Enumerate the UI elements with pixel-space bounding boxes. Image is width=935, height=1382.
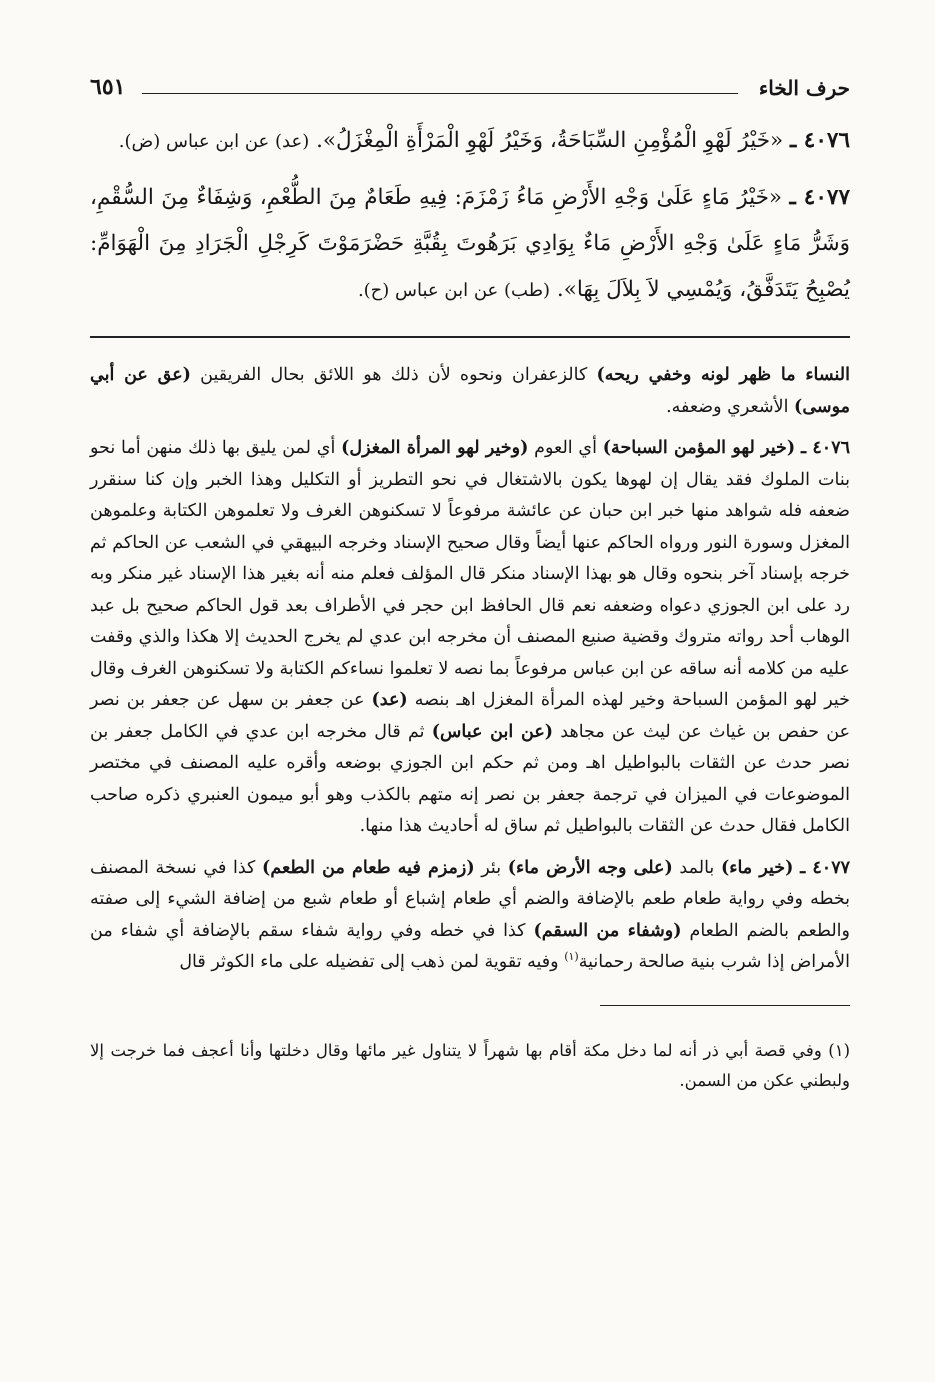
commentary-bold: النساء ما ظهر لونه وخفي ريحه): [596, 365, 850, 385]
commentary-text: كالزعفران ونحوه لأن ذلك هو اللائق بحال الفريقين: [190, 365, 597, 385]
commentary-bold: (عق عن أبي موسى): [90, 365, 850, 417]
commentary-bold: (عن ابن عباس): [431, 721, 554, 742]
hadith-number: ٤٠٧٧ ـ: [789, 185, 850, 210]
commentary-bold: (وخير لهو المرأة المغزل): [341, 438, 529, 458]
hadith-4077: [90, 175, 850, 314]
commentary-4076: [90, 433, 850, 843]
commentary-4077: [90, 853, 850, 979]
commentary-text: بئر: [474, 857, 508, 878]
page-number: ٦٥١: [90, 74, 126, 100]
commentary-bold: (زمزم فيه طعام من الطعم): [262, 857, 475, 878]
commentary-text: كذا في نسخة المصنف بخطه وفي رواية طعام طعم بالإضافة والضم أي طعام إشباع أو طعام شبع من إضافة الشيء إلى صفته والطعم بالضم الطعام: [90, 857, 850, 941]
commentary-text: وفيه تقوية لمن ذهب إلى تفضيله على ماء الكوثر قال: [179, 952, 565, 972]
commentary-bold: (عد): [371, 690, 408, 710]
commentary-bold: (وشفاء من السقم): [533, 920, 682, 941]
commentary-text: ثم قال مخرجه ابن عدي في الكامل جعفر بن نصر حدث عن الثقات بالبواطيل اهـ ومن ثم حكم ابن الجوزي بوضعه وأقره عليه المصنف في مختصر الموضوعات في الميزان في ترجمة جعفر بن نصر إنه متهم بالكذب وهو أبو ميمون العنبري ذكره صاحب الكامل فقال حدث عن الثقات بالبواطيل ثم ساق له أحاديث هذا منها.: [90, 721, 850, 836]
book-page: [90, 60, 850, 1096]
commentary-text: كذا في خطه وفي رواية شفاء سقم بالإضافة أي شفاء من الأمراض إذا شرب بنية صالحة رحمانية: [90, 920, 850, 972]
hadith-source: (عد) عن ابن عباس (ض).: [118, 131, 310, 152]
footnote-divider: [600, 1005, 850, 1006]
commentary-text: أي لمن يليق بها ذلك منهن أما نحو بنات الملوك فقد يقال إن لهوها يكون بالاشتغال في نحو التطريز أو التكليل وهذا الخبر وإن كنا سنقرر ضعفه فله شواهد منها خبر ابن حبان عن عائشة مرفوعاً لا تسكنوهن الغرف ولا تعلموهن الكتابة وعلموهن المغزل وسورة النور ورواه الحاكم عنها أيضاً وقال صحيح الإسناد وخرجه البيهقي في الشعب عن الحاكم ثم خرجه بإسناد آخر بنحوه وقال هو بهذا الإسناد منكر قال المؤلف فعلم منه أنه بغير هذا الإسناد غير منكر وبه رد على ابن الجوزي دعواه وضعفه نعم قال الحافظ ابن حجر في الأطراف بعد قول الحاكم صحيح بل عبد الوهاب أحد رواته متروك وقضية صنيع المصنف أن مخرجه ابن عدي لم يخرج الحديث إلا هكذا والذي وقفت عليه من كلامه أنه ساقه عن ابن عباس مرفوعاً بما نصه لا تعلموا نساءكم الكتابة ولا تسكنوهن الغرف وقال خير لهو المؤمن السباحة وخير لهذه المرأة المغزل اهـ بنصه: [90, 438, 850, 710]
commentary-block: [90, 360, 850, 979]
footnote-text: (١) وفي قصة أبي ذر أنه لما دخل مكة أقام بها شهراً لا يتناول غير مائها وقال دخلتها وأنا أعجف فما خرجت إلا ولبطني عكن من السمن.: [90, 1040, 850, 1090]
commentary-bold: (خير لهو المؤمن السباحة): [602, 438, 796, 458]
footnote-block: [90, 1036, 850, 1096]
commentary-bold: (خير ماء): [720, 857, 794, 878]
commentary-bold: (على وجه الأرض ماء): [507, 857, 673, 878]
running-title: حرف الخاء: [758, 76, 850, 100]
footnote-marker[interactable]: (١): [564, 950, 579, 964]
commentary-text: بالمد: [672, 857, 721, 878]
commentary-text: عن جعفر بن سهل عن جعفر بن نصر عن حفص بن غياث عن ليث عن مجاهد: [90, 690, 851, 742]
commentary-intro: [90, 360, 850, 423]
commentary-number: ٤٠٧٦ ـ: [800, 438, 850, 458]
section-divider: [90, 336, 850, 338]
commentary-text: الأشعري وضعفه.: [666, 396, 795, 417]
hadith-text-block: [90, 118, 850, 314]
hadith-text: «خَيْرُ مَاءٍ عَلَىٰ وَجْهِ الأَرْضِ مَاءُ زَمْزَمَ: فِيهِ طَعَامٌ مِنَ الطُّعْمِ، وَشِفَاءٌ مِنَ السُّقْمِ، وَشَرُّ مَاءٍ عَلَىٰ وَجْهِ الأَرْضِ مَاءٌ بِوَادِي بَرَهُوتَ بِقُبَّةِ حَضْرَمَوْتَ كَرِجْلِ الْجَرَادِ مِنَ الْهَوَامِّ: يُصْبِحُ يَتَدَفَّقُ، وَيُمْسِي لاَ بِلاَلَ بِهَا».: [90, 185, 850, 302]
commentary-number: ٤٠٧٧ ـ: [800, 857, 850, 878]
page-header: [90, 60, 850, 100]
header-rule: [142, 93, 738, 94]
commentary-text: أي العوم: [528, 438, 603, 458]
hadith-4076: [90, 118, 850, 165]
hadith-number: ٤٠٧٦ ـ: [790, 128, 850, 153]
hadith-text: «خَيْرُ لَهْوِ الْمُؤْمِنِ السِّبَاحَةُ، وَخَيْرُ لَهْوِ الْمَرْأَةِ الْمِغْزَلُ».: [316, 128, 784, 153]
hadith-source: (طب) عن ابن عباس (ح).: [357, 280, 551, 301]
